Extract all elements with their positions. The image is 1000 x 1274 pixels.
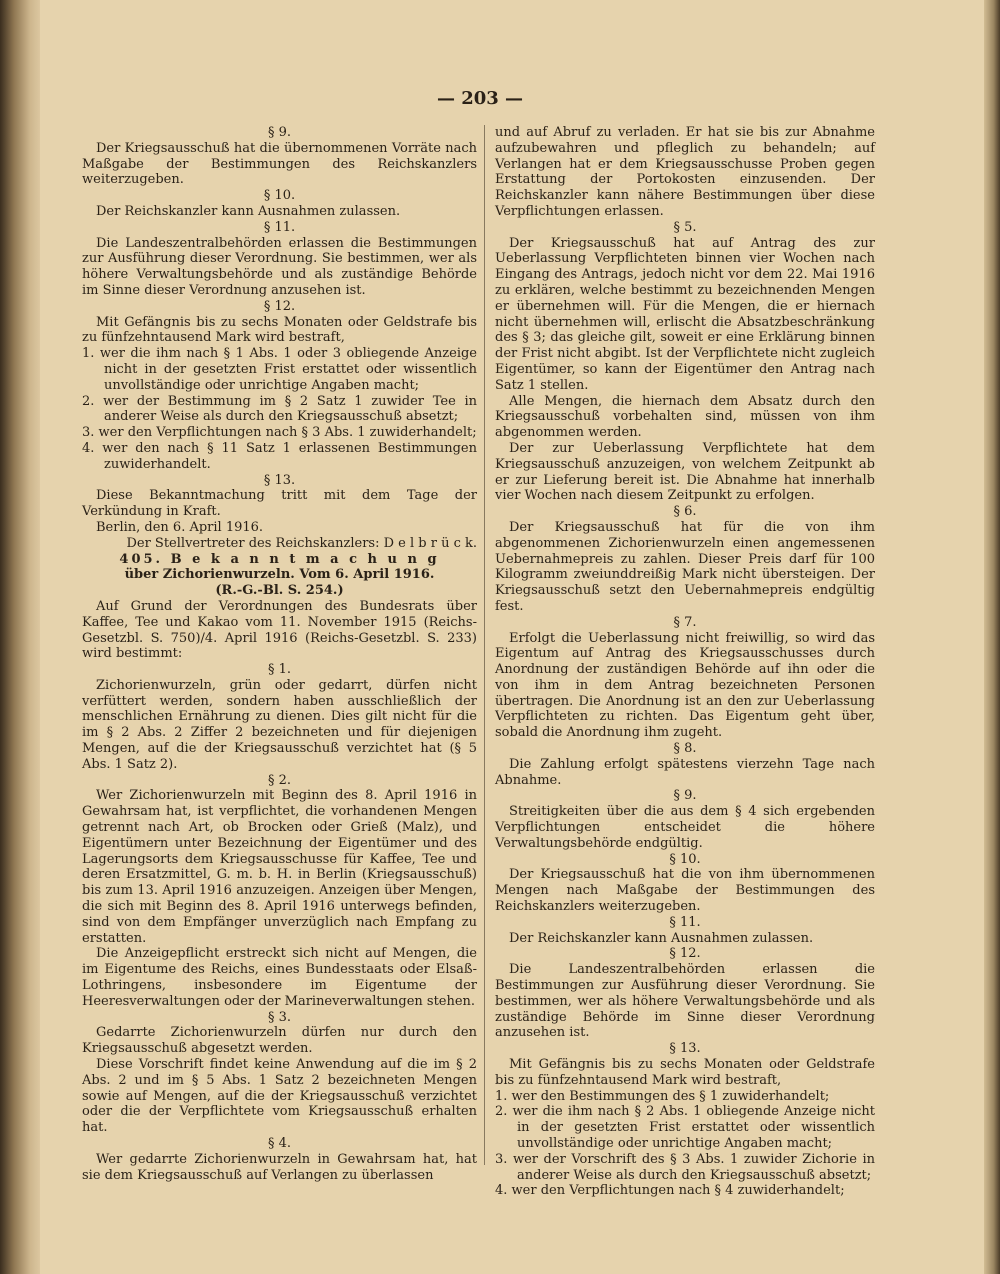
- section-heading: § 4.: [267, 1136, 292, 1151]
- section-heading: § 9.: [673, 788, 697, 804]
- paragraph: Der Kriegsausschuß hat auf Antrag des zur Ueberlassung Verpflichteten binnen vier Wochen nach Eingang des Antrags, jedoch nicht vor dem 22. Mai 1916 zu erklären, welche bestimmt zu bezeichnenden Mengen er übernehmen will. Für die Mengen, die er hiernach nicht übernehmen will, erlischt die Absatzbeschränkung des § 3; das gleiche gilt, soweit er eine Erklärung binnen der Frist nicht abgibt. Ist der Verpflichtete nicht zugleich Eigentümer, so kann der Eigentümer den Antrag nach Satz 1 stellen.: [495, 235, 875, 393]
- announcement-title: 405. B e k a n n t m a c h u n g: [119, 551, 440, 567]
- list-item: 4. wer den Verpflichtungen nach § 4 zuwiderhandelt;: [495, 1183, 845, 1199]
- list-item: 1. wer die ihm nach § 1 Abs. 1 oder 3 obliegende Anzeige nicht in der gesetzten Frist erstattet oder wissentlich unvollständige oder unrichtige Angaben macht;: [82, 346, 477, 393]
- paragraph: Mit Gefängnis bis zu sechs Monaten oder Geldstrafe bis zu fünfzehntausend Mark wird bestraft,: [495, 1057, 875, 1088]
- announcement-subtitle: (R.-G.-Bl. S. 254.): [215, 583, 344, 599]
- right-column: [495, 125, 875, 1199]
- paragraph: Der Reichskanzler kann Ausnahmen zulassen.: [96, 203, 401, 219]
- section-heading: § 13.: [669, 1041, 701, 1057]
- signature-line: Der Stellvertreter des Reichskanzlers: D e l b r ü c k.: [126, 535, 477, 551]
- paragraph: Gedarrte Zichorienwurzeln dürfen nur durch den Kriegsausschuß abgesetzt werden.: [82, 1025, 477, 1057]
- paragraph: und auf Abruf zu verladen. Er hat sie bis zur Abnahme aufzubewahren und pfleglich zu behandeln; auf Verlangen hat er dem Kriegsausschusse Proben gegen Erstattung der Portokosten einzusenden. Der Reichskanzler kann nähere Bestimmungen über diese Verpflichtungen erlassen.: [495, 125, 875, 219]
- paragraph: Wer gedarrte Zichorienwurzeln in Gewahrsam hat, hat sie dem Kriegsausschuß auf Verlangen zu überlassen: [82, 1151, 477, 1183]
- section-heading: § 12.: [263, 298, 296, 314]
- left-column: [82, 125, 477, 1183]
- announcement-subtitle: über Zichorienwurzeln. Vom 6. April 1916.: [124, 567, 435, 583]
- paragraph: Der Kriegsausschuß hat für die von ihm abgenommenen Zichorienwurzeln einen angemessenen Uebernahmepreis zu zahlen. Dieser Preis darf für 100 Kilogramm zweiunddreißig Mark nicht übersteigen. Der Kriegsausschuß setzt den Uebernahmepreis endgültig fest.: [495, 519, 875, 614]
- paragraph: Der Kriegsausschuß hat die übernommenen Vorräte nach Maßgabe der Bestimmungen des Reichskanzlers weiterzugeben.: [82, 140, 477, 188]
- list-item: 4. wer den nach § 11 Satz 1 erlassenen Bestimmungen zuwiderhandelt.: [82, 440, 477, 472]
- paragraph: Die Zahlung erfolgt spätestens vierzehn Tage nach Abnahme.: [495, 756, 875, 788]
- paragraph: Mit Gefängnis bis zu sechs Monaten oder Geldstrafe bis zu fünfzehntausend Mark wird bestraft,: [82, 314, 477, 346]
- section-heading: § 11.: [263, 219, 296, 235]
- paragraph: Alle Mengen, die hiernach dem Absatz durch den Kriegsausschuß vorbehalten sind, müssen von ihm abgenommen werden.: [495, 393, 875, 441]
- paragraph: Diese Bekanntmachung tritt mit dem Tage der Verkündung in Kraft.: [82, 488, 477, 520]
- section-heading: § 10.: [669, 851, 701, 867]
- section-heading: § 3.: [267, 1009, 292, 1025]
- paragraph: Der zur Ueberlassung Verpflichtete hat dem Kriegsausschuß anzuzeigen, von welchem Zeitpunkt ab er zur Lieferung bereit ist. Die Abnahme hat innerhalb vier Wochen nach diesem Zeitpunkt zu erfolgen.: [495, 440, 875, 504]
- column-divider: [484, 125, 485, 1165]
- section-heading: § 1.: [267, 662, 292, 678]
- section-heading: § 8.: [673, 741, 697, 757]
- page-number: — 203 —: [436, 88, 524, 109]
- list-item: 2. wer die ihm nach § 2 Abs. 1 obliegende Anzeige nicht in der gesetzten Frist erstattet oder wissentlich unvollständige oder unrichtige Angaben macht;: [495, 1104, 875, 1151]
- section-heading: § 10.: [263, 188, 296, 204]
- paragraph: Erfolgt die Ueberlassung nicht freiwillig, so wird das Eigentum auf Antrag des Kriegsausschusses durch Anordnung der zuständigen Behörde auf ihn oder die von ihm in dem Antrag bezeichneten Personen übertragen. Die Anordnung ist an den zur Ueberlassung Verpflichteten zu richten. Das Eigentum geht über, sobald die Anordnung ihm zugeht.: [495, 630, 875, 741]
- list-item: 2. wer der Bestimmung im § 2 Satz 1 zuwider Tee in anderer Weise als durch den Kriegsausschuß absetzt;: [82, 393, 477, 425]
- paragraph: Berlin, den 6. April 1916.: [96, 519, 264, 535]
- paragraph: Die Landeszentralbehörden erlassen die Bestimmungen zur Ausführung dieser Verordnung. Sie bestimmen, wer als höhere Verwaltungsbehörde und als zuständige Behörde im Sinne dieser Verordnung anzusehen ist.: [82, 235, 477, 298]
- section-heading: § 2.: [267, 772, 292, 788]
- book-gutter: [0, 0, 40, 1274]
- paragraph: Der Reichskanzler kann Ausnahmen zulassen.: [509, 930, 814, 946]
- paragraph: Wer Zichorienwurzeln mit Beginn des 8. April 1916 in Gewahrsam hat, ist verpflichtet, die vorhandenen Mengen getrennt nach Art, ob Brocken oder Grieß (Malz), und Eigentümern unter Bezeichnung der Eigentümer und des Lagerungsorts dem Kriegsausschusse für Kaffee, Tee und deren Ersatzmittel, G. m. b. H. in Berlin (Kriegsausschuß) bis zum 13. April 1916 anzuzeigen. Anzeigen über Mengen, die sich mit Beginn des 8. April 1916 unterwegs befinden, sind von dem Empfänger unverzüglich nach Empfang zu erstatten.: [82, 788, 477, 946]
- paragraph: Die Anzeigepflicht erstreckt sich nicht auf Mengen, die im Eigentume des Reichs, eines Bundesstaats oder Elsaß-Lothringens, insbesondere im Eigentume der Heeresverwaltungen oder der Marineverwaltungen stehen.: [82, 946, 477, 1009]
- section-heading: § 13.: [263, 472, 296, 488]
- paragraph: Die Landeszentralbehörden erlassen die Bestimmungen zur Ausführung dieser Verordnung. Sie bestimmen, wer als höhere Verwaltungsbehörde und als zuständige Behörde im Sinne dieser Verordnung anzusehen ist.: [495, 962, 875, 1041]
- section-heading: § 9.: [267, 125, 292, 140]
- list-item: 1. wer den Bestimmungen des § 1 zuwiderhandelt;: [495, 1088, 830, 1104]
- section-heading: § 6.: [673, 504, 697, 520]
- paragraph: Diese Vorschrift findet keine Anwendung auf die im § 2 Abs. 2 und im § 5 Abs. 1 Satz 2 bezeichneten Mengen sowie auf Mengen, auf die der Kriegsausschuß verzichtet oder die der Verpflichtete vom Kriegsausschuß erhalten hat.: [82, 1057, 477, 1136]
- paragraph: Auf Grund der Verordnungen des Bundesrats über Kaffee, Tee und Kakao vom 11. November 1915 (Reichs-Gesetzbl. S. 750)/4. April 1916 (Reichs-Gesetzbl. S. 233) wird bestimmt:: [82, 598, 477, 662]
- section-heading: § 11.: [669, 914, 701, 930]
- section-heading: § 7.: [673, 614, 697, 630]
- section-heading: § 5.: [673, 219, 697, 235]
- list-item: 3. wer der Vorschrift des § 3 Abs. 1 zuwider Zichorie in anderer Weise als durch den Kriegsausschuß absetzt;: [495, 1151, 875, 1183]
- paragraph: Der Kriegsausschuß hat die von ihm übernommenen Mengen nach Maßgabe der Bestimmungen des Reichskanzlers weiterzugeben.: [495, 867, 875, 915]
- list-item: 3. wer den Verpflichtungen nach § 3 Abs. 1 zuwiderhandelt;: [82, 425, 477, 441]
- section-heading: § 12.: [669, 946, 701, 962]
- paragraph: Streitigkeiten über die aus dem § 4 sich ergebenden Verpflichtungen entscheidet die höhere Verwaltungsbehörde endgültig.: [495, 804, 875, 851]
- paragraph: Zichorienwurzeln, grün oder gedarrt, dürfen nicht verfüttert werden, sondern haben ausschließlich der menschlichen Ernährung zu dienen. Dies gilt nicht für die im § 2 Abs. 2 Ziffer 2 bezeichneten und für diejenigen Mengen, auf die der Kriegsausschuß verzichtet hat (§ 5 Abs. 1 Satz 2).: [82, 677, 477, 772]
- page-edge: [984, 0, 1000, 1274]
